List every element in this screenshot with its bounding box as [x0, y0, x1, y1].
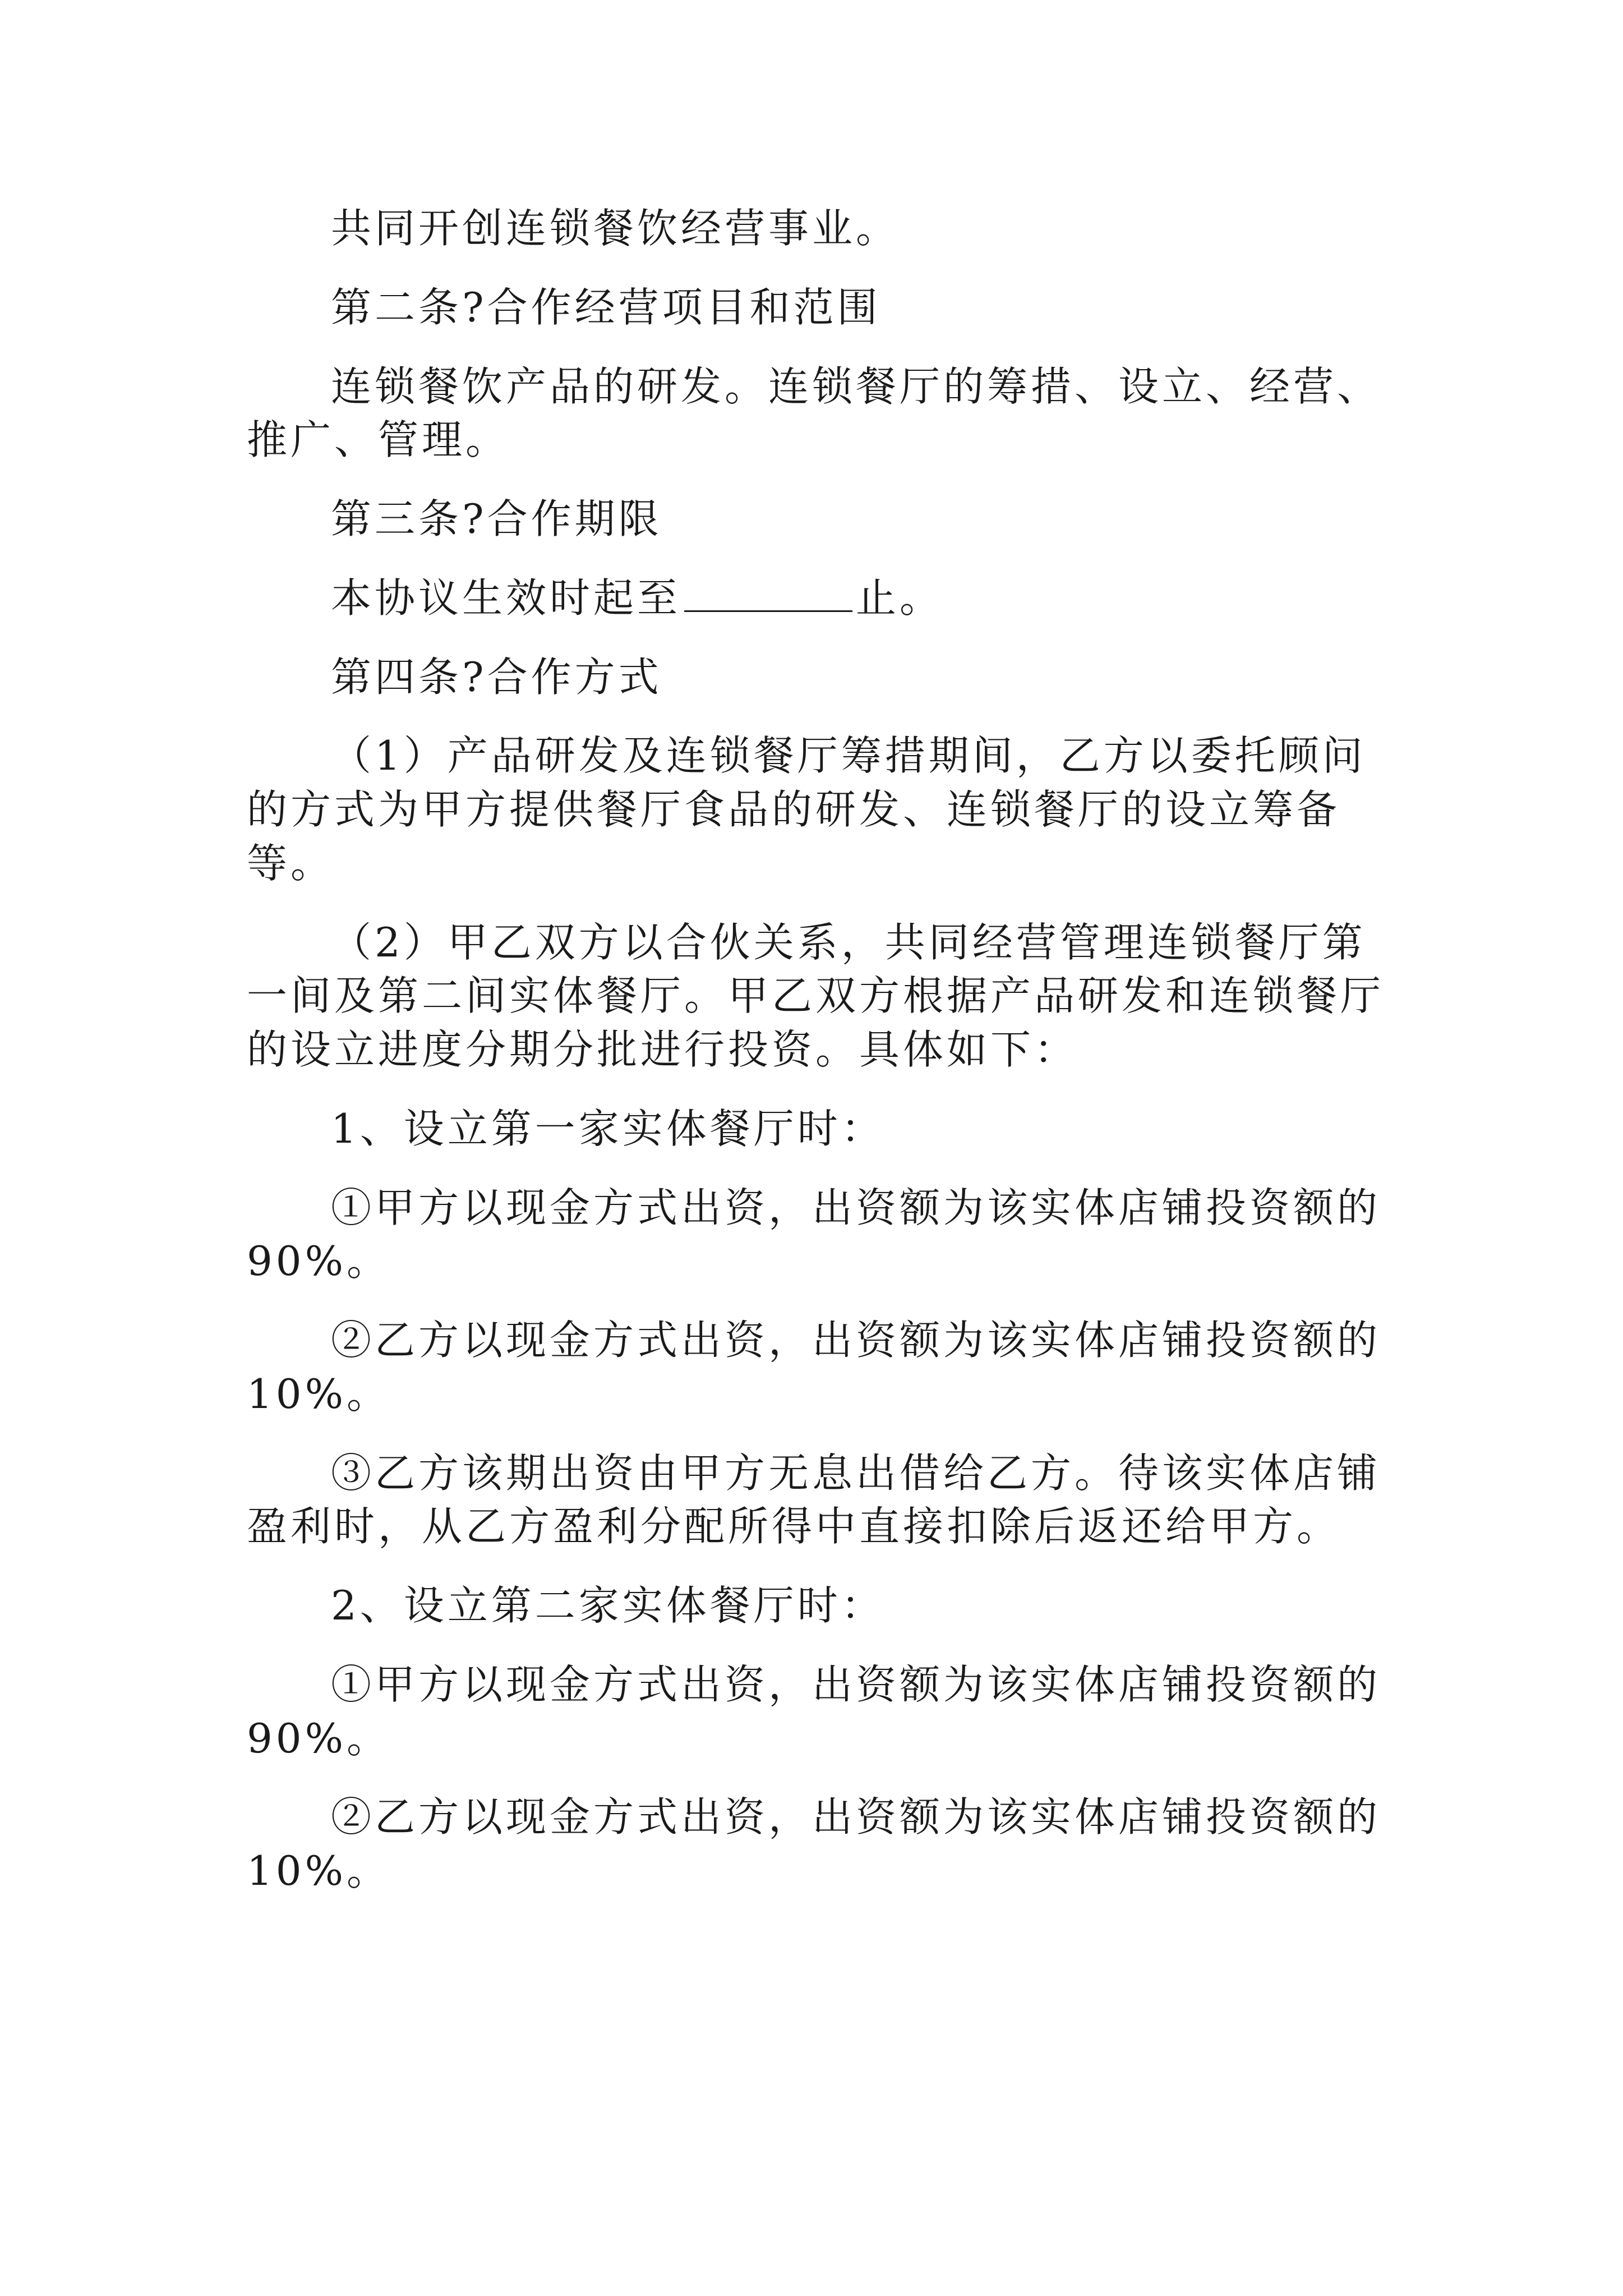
paragraph-9: 1、设立第一家实体餐厅时：	[331, 1105, 885, 1152]
paragraph-13: 2、设立第二家实体餐厅时：	[331, 1582, 885, 1629]
article-2-heading: 第二条?合作经营项目和范围	[331, 283, 881, 331]
document-body	[247, 202, 1402, 1898]
paragraph-1: 共同开创连锁餐饮经营事业。	[331, 205, 900, 252]
term-blank-line	[684, 577, 852, 612]
paragraph-14: ①甲方以现金方式出资，出资额为该实体店铺投资额的90%。	[247, 1660, 1381, 1762]
term-text-before: 本协议生效时起至	[331, 574, 681, 622]
paragraph-12: ③乙方该期出资由甲方无息出借给乙方。待该实体店铺盈利时，从乙方盈利分配所得中直接扣除后返还给甲方。	[247, 1449, 1381, 1550]
paragraph-3: 连锁餐饮产品的研发。连锁餐厅的筹措、设立、经营、推广、管理。	[247, 362, 1381, 464]
article-3-heading: 第三条?合作期限	[331, 495, 662, 542]
term-paragraph	[247, 572, 1402, 625]
article-4-heading: 第四条?合作方式	[331, 653, 662, 701]
paragraph-11: ②乙方以现金方式出资，出资额为该实体店铺投资额的10%。	[247, 1317, 1381, 1418]
paragraph-10: ①甲方以现金方式出资，出资额为该实体店铺投资额的90%。	[247, 1184, 1381, 1285]
paragraph-8: （2）甲乙双方以合伙关系，共同经营管理连锁餐厅第一间及第二间实体餐厅。甲乙双方根据产品研发和连锁餐厅的设立进度分期分批进行投资。具体如下：	[247, 918, 1385, 1073]
paragraph-15: ②乙方以现金方式出资，出资额为该实体店铺投资额的10%。	[247, 1793, 1381, 1894]
paragraph-7: （1）产品研发及连锁餐厅筹措期间，乙方以委托顾问的方式为甲方提供餐厅食品的研发、连锁餐厅的设立筹备等。	[247, 732, 1366, 887]
term-text-after: 止。	[856, 574, 944, 622]
